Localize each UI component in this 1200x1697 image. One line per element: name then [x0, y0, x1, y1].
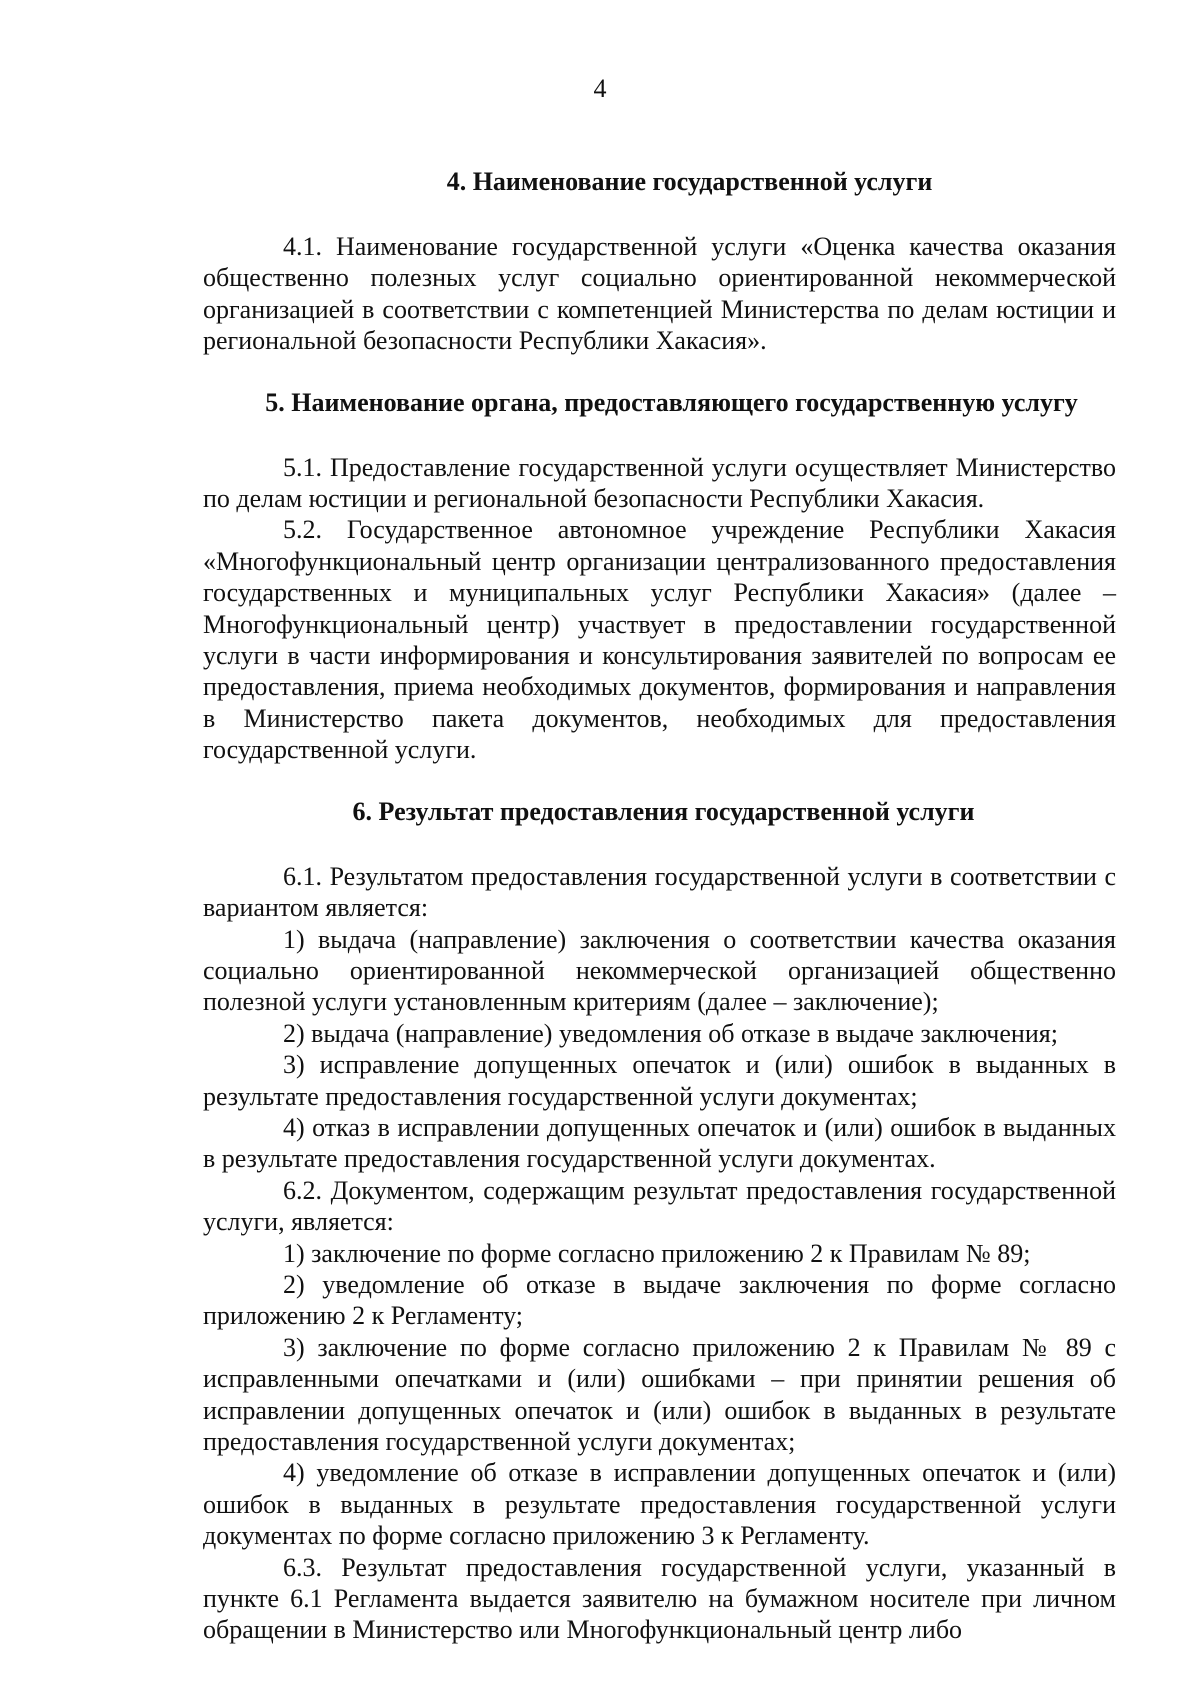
- paragraph-5-2: 5.2. Государственное автономное учреждение Республики Хакасия «Многофункциональный центр организации централизованного предоставления государственных и муниципальных услуг Республики Хакасия» (далее – Многофункциональный центр) участвует в предоставлении государственной услуги в части информирования и консультирования заявителей по вопросам ее предоставления, приема необходимых документов, формирования и направления в Министерство пакета документов, необходимых для предоставления государственной услуги.: [203, 515, 1116, 765]
- list-item-6-1-4: 4) отказ в исправлении допущенных опечаток и (или) ошибок в выданных в результате предоставления государственной услуги документах.: [203, 1112, 1116, 1174]
- list-item-6-2-2: 2) уведомление об отказе в выдаче заключения по форме согласно приложению 2 к Регламенту;: [203, 1269, 1116, 1331]
- list-item-6-2-1: 1) заключение по форме согласно приложению 2 к Правилам № 89;: [283, 1238, 1031, 1268]
- section-4-heading: 4. Наименование государственной услуги: [446, 167, 933, 196]
- spacer: [203, 418, 1116, 452]
- list-item-6-1-3: 3) исправление допущенных опечаток и (или) ошибок в выданных в результате предоставления государственной услуги документах;: [203, 1050, 1116, 1111]
- section-5-heading: 5. Наименование органа, предоставляющего государственную услугу: [265, 387, 1078, 417]
- spacer: [203, 197, 1116, 231]
- document-body: [203, 166, 1116, 1646]
- spacer: [203, 357, 1116, 387]
- section-6-heading: 6. Результат предоставления государственной услуги: [352, 796, 975, 826]
- spacer: [203, 766, 1116, 796]
- list-item-6-1-1: 1) выдача (направление) заключения о соответствии качества оказания социально ориентированной некоммерческой организацией общественно полезной услуги установленным критериям (далее – заключение);: [203, 924, 1116, 1017]
- page-number: 4: [593, 74, 607, 103]
- spacer: [203, 827, 1116, 861]
- paragraph-6-2: 6.2. Документом, содержащим результат предоставления государственной услуги, является:: [203, 1175, 1116, 1237]
- paragraph-5-1: 5.1. Предоставление государственной услуги осуществляет Министерство по делам юстиции и региональной безопасности Республики Хакасия.: [203, 452, 1116, 514]
- list-item-6-1-2: 2) выдача (направление) уведомления об отказе в выдаче заключения;: [283, 1018, 1058, 1048]
- paragraph-6-1: 6.1. Результатом предоставления государственной услуги в соответствии с вариантом является:: [203, 861, 1116, 923]
- list-item-6-2-4: 4) уведомление об отказе в исправлении допущенных опечаток и (или) ошибок в выданных в результате предоставления государственной услуги документах по форме согласно приложению 3 к Регламенту.: [203, 1458, 1116, 1551]
- paragraph-6-3: 6.3. Результат предоставления государственной услуги, указанный в пункте 6.1 Регламента выдается заявителю на бумажном носителе при личном обращении в Министерство или Многофункциональный центр либо: [203, 1552, 1116, 1645]
- paragraph-4-1: 4.1. Наименование государственной услуги «Оценка качества оказания общественно полезных услуг социально ориентированной некоммерческой организацией в соответствии с компетенцией Министерства по делам юстиции и региональной безопасности Республики Хакасия».: [203, 232, 1116, 356]
- list-item-6-2-3: 3) заключение по форме согласно приложению 2 к Правилам № 89 с исправленными опечатками и (или) ошибками – при принятии решения об исправлении допущенных опечаток и (или) ошибок в выданных в результате предоставления государственной услуги документах;: [203, 1332, 1116, 1456]
